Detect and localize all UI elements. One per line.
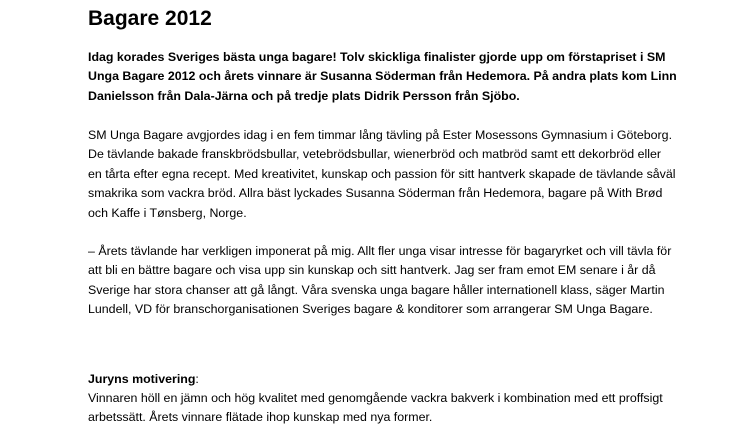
jury-heading-label: Juryns motivering xyxy=(88,372,196,386)
body-paragraph-2: – Årets tävlande har verkligen imponerat på mig. Allt fler unga visar intresse för bagaryrket och vill tävla för att bli en bättre bagare och visa upp sin kunskap och sitt hantverk. Jag ser fram emot EM senare i år då Sverige har stora chanser att gå långt. Våra svenska unga bagare håller internationell klass, säger Martin Lundell, VD för branschorganisationen Sveriges bagare & konditorer som arrangerar SM Unga Bagare. xyxy=(88,244,672,317)
jury-heading xyxy=(88,370,199,389)
document-title: Bagare 2012 xyxy=(88,7,212,30)
jury-motivation-text: Vinnaren höll en jämn och hög kvalitet med genomgående vackra bakverk i kombination med ett proffsigt arbetssätt. Årets vinnare flätade ihop kunskap med nya former. xyxy=(88,391,663,425)
lead-paragraph: Idag korades Sveriges bästa unga bagare! Tolv skickliga finalister gjorde upp om förstapriset i SM Unga Bagare 2012 och årets vinnare är Susanna Söderman från Hedemora. På andra plats kom Linn Danielsson från Dala-Järna och på tredje plats Didrik Persson från Sjöbo. xyxy=(88,50,677,103)
body-paragraph-1: SM Unga Bagare avgjordes idag i en fem timmar lång tävling på Ester Mosessons Gymnasium i Göteborg. De tävlande bakade franskbrödsbullar, vetebrödsbullar, wienerbröd och matbröd samt ett dekorbröd eller en tårta efter egna recept. Med kreativitet, kunskap och passion för sitt hantverk skapade de tävlande såväl smakrika som vackra bröd. Allra bäst lyckades Susanna Söderman från Hedemora, bagare på With Brød och Kaffe i Tønsberg, Norge. xyxy=(88,128,676,220)
jury-heading-colon: : xyxy=(195,372,199,386)
